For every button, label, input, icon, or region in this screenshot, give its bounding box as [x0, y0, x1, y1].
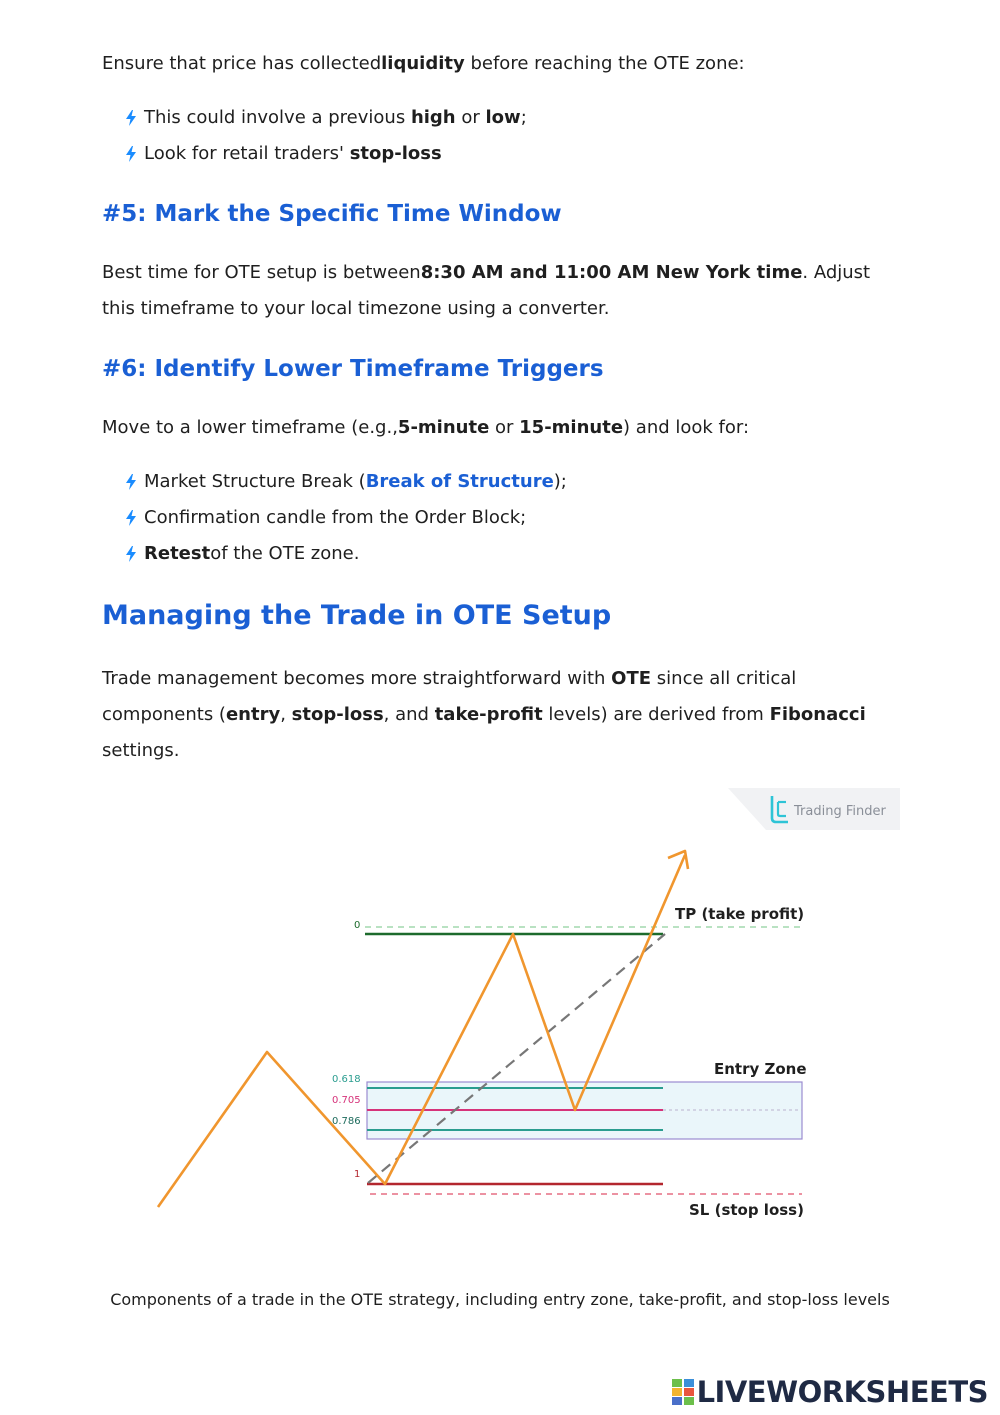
section-6-heading: #6: Identify Lower Timeframe Triggers [102, 356, 604, 382]
liquidity-paragraph: Ensure that price has collectedliquidity before reaching the OTE zone: [102, 53, 745, 74]
break-of-structure-link[interactable]: Break of Structure [365, 471, 554, 492]
managing-paragraph: Trade management becomes more straightforward with OTE since all critical components (entry, stop-loss, and take-profit levels) are derived from Fibonacci settings. [102, 668, 866, 761]
entry-zone-label: Entry Zone [714, 1060, 807, 1078]
list-item: Look for retail traders' stop-loss [124, 142, 442, 166]
list-item: Retest of the OTE zone. [124, 542, 359, 566]
fib-label-1: 1 [354, 1169, 361, 1180]
price-path [158, 855, 685, 1207]
fib-anchor-line [368, 934, 665, 1183]
section-5-heading: #5: Mark the Specific Time Window [102, 201, 562, 227]
liveworksheets-wordmark: LIVEWORKSHEETS [696, 1375, 988, 1409]
arrow-head-icon [668, 851, 688, 869]
list-item: Market Structure Break ( Break of Structure ); [124, 470, 567, 494]
section-6-paragraph: Move to a lower timeframe (e.g.,5-minute or 15-minute) and look for: [102, 417, 750, 438]
tp-label: TP (take profit) [675, 905, 805, 923]
lightning-bolt-icon [124, 509, 138, 527]
list-item: This could involve a previous high or low ; [124, 106, 527, 130]
lightning-bolt-icon [124, 145, 138, 163]
liveworksheets-logo[interactable] [672, 1375, 988, 1409]
lightning-bolt-icon [124, 545, 138, 563]
liveworksheets-grid-icon [672, 1379, 694, 1405]
fib-label-0786: 0.786 [332, 1116, 361, 1127]
brand-name: Trading Finder [794, 804, 886, 819]
managing-heading: Managing the Trade in OTE Setup [102, 600, 612, 631]
lightning-bolt-icon [124, 473, 138, 491]
fib-label-0: 0 [354, 920, 361, 931]
fib-label-0705: 0.705 [332, 1095, 361, 1106]
list-item: Confirmation candle from the Order Block; [124, 506, 526, 530]
lightning-bolt-icon [124, 109, 138, 127]
ote-trade-diagram [100, 785, 900, 1255]
sl-label: SL (stop loss) [689, 1201, 804, 1219]
section-5-paragraph: Best time for OTE setup is between8:30 AM and 11:00 AM New York time. Adjust this timeframe to your local timezone using a converter. [102, 262, 871, 319]
figure-caption: Components of a trade in the OTE strategy, including entry zone, take-profit, and stop-loss levels [110, 1290, 890, 1309]
fib-label-0618: 0.618 [332, 1074, 361, 1085]
